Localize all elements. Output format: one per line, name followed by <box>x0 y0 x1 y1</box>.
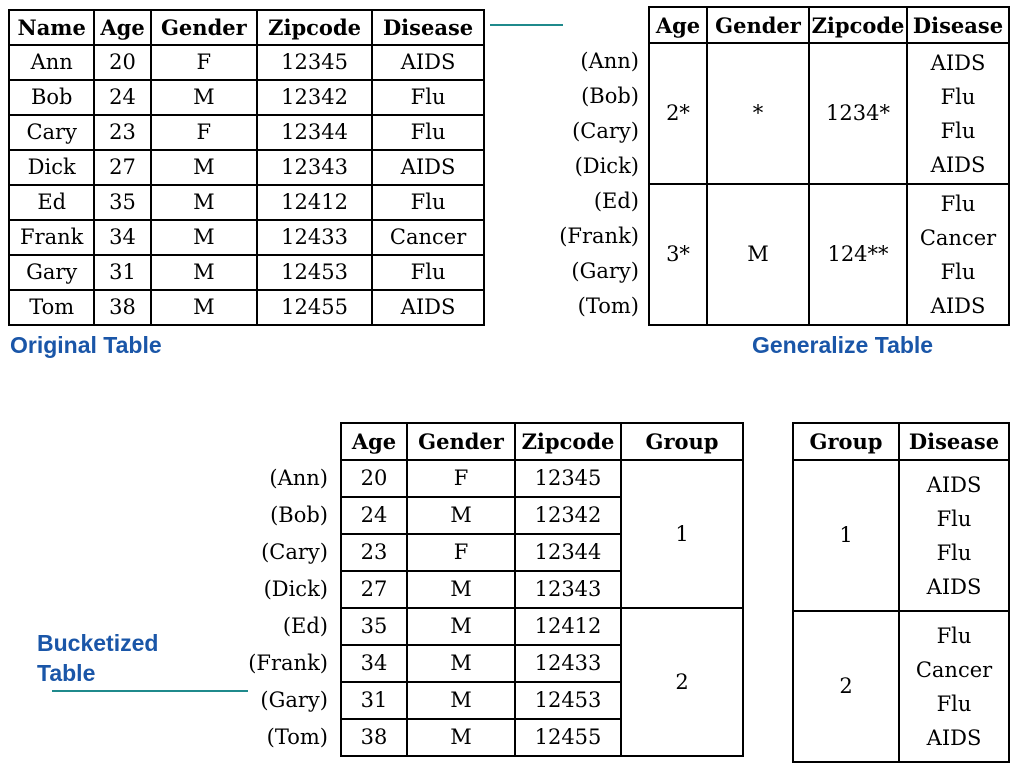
header-group: Group <box>793 423 899 460</box>
cell-age: 27 <box>94 150 150 185</box>
name-label: (Gary) <box>260 687 328 712</box>
original-table <box>8 9 485 326</box>
cell-gender: M <box>707 184 809 325</box>
cell-age: 20 <box>94 45 150 80</box>
cell-group: 1 <box>621 460 743 608</box>
cell-name: Cary <box>9 115 94 150</box>
bucketized-table-caption <box>37 628 158 689</box>
name-label: (Dick) <box>574 153 639 178</box>
cell-gender: M <box>151 255 257 290</box>
name-label: (Bob) <box>270 502 328 527</box>
table-row <box>341 460 743 497</box>
table-row <box>9 80 484 115</box>
cell-zipcode: 124** <box>809 184 907 325</box>
bucketized-sa-table <box>792 422 1010 763</box>
cell-disease-list <box>907 43 1009 184</box>
cell-gender: M <box>407 571 515 608</box>
table-row <box>9 255 484 290</box>
cell-name: Bob <box>9 80 94 115</box>
cell-zipcode: 12342 <box>257 80 372 115</box>
table-group-row <box>793 611 1009 762</box>
cell-gender: F <box>407 460 515 497</box>
cell-zipcode: 12453 <box>515 682 621 719</box>
disease-value: AIDS <box>926 574 982 599</box>
name-label: (Ann) <box>269 465 328 490</box>
cell-zipcode: 12343 <box>257 150 372 185</box>
cell-zipcode: 12343 <box>515 571 621 608</box>
name-label: (Tom) <box>266 724 328 749</box>
cell-age: 34 <box>94 220 150 255</box>
cell-gender: * <box>707 43 809 184</box>
cell-gender: M <box>407 682 515 719</box>
connector-line <box>490 24 563 26</box>
table-row <box>9 185 484 220</box>
cell-age: 3* <box>649 184 707 325</box>
name-label: (Ed) <box>593 188 639 213</box>
cell-gender: M <box>151 185 257 220</box>
cell-zipcode: 12344 <box>515 534 621 571</box>
cell-zipcode: 1234* <box>809 43 907 184</box>
cell-gender: F <box>151 115 257 150</box>
name-label: (Ann) <box>580 48 639 73</box>
table-group-row <box>793 460 1009 611</box>
cell-name: Dick <box>9 150 94 185</box>
disease-value: AIDS <box>930 293 986 318</box>
cell-gender: M <box>407 608 515 645</box>
cell-disease: Cancer <box>372 220 484 255</box>
generalized-table-caption: Generalize Table <box>752 332 934 358</box>
cell-age: 38 <box>94 290 150 325</box>
cell-name: Tom <box>9 290 94 325</box>
cell-zipcode: 12433 <box>515 645 621 682</box>
name-label: (Bob) <box>581 83 639 108</box>
disease-value: Flu <box>940 84 976 109</box>
cell-zipcode: 12345 <box>257 45 372 80</box>
disease-value: Flu <box>936 506 972 531</box>
table-row <box>9 45 484 80</box>
name-label: (Frank) <box>559 223 639 248</box>
header-name: Name <box>9 10 94 45</box>
cell-age: 27 <box>341 571 407 608</box>
cell-disease-list <box>907 184 1009 325</box>
name-label: (Ed) <box>282 613 328 638</box>
table-header-row <box>649 7 1009 43</box>
disease-value: AIDS <box>926 725 982 750</box>
table-row <box>9 115 484 150</box>
cell-disease: Flu <box>372 115 484 150</box>
table-header-row <box>793 423 1009 460</box>
name-label: (Cary) <box>572 118 639 143</box>
cell-zipcode: 12342 <box>515 497 621 534</box>
cell-disease-list <box>899 611 1009 762</box>
cell-gender: M <box>407 719 515 756</box>
name-label: (Frank) <box>248 650 328 675</box>
header-age: Age <box>94 10 150 45</box>
connector-line <box>52 690 248 692</box>
table-row <box>9 290 484 325</box>
disease-value: AIDS <box>926 472 982 497</box>
caption-line: Table <box>37 660 96 687</box>
disease-value: AIDS <box>930 50 986 75</box>
cell-zipcode: 12345 <box>515 460 621 497</box>
cell-disease: Flu <box>372 80 484 115</box>
cell-disease: Flu <box>372 255 484 290</box>
cell-gender: M <box>151 220 257 255</box>
table-row <box>341 608 743 645</box>
cell-age: 35 <box>94 185 150 220</box>
bucketized-qi-table <box>340 422 744 757</box>
cell-age: 31 <box>341 682 407 719</box>
cell-disease: AIDS <box>372 150 484 185</box>
cell-disease: Flu <box>372 185 484 220</box>
disease-value: AIDS <box>930 152 986 177</box>
cell-age: 24 <box>341 497 407 534</box>
bucketized-name-labels <box>240 459 328 755</box>
cell-disease: AIDS <box>372 290 484 325</box>
cell-gender: M <box>407 645 515 682</box>
name-label: (Cary) <box>261 539 328 564</box>
header-group: Group <box>621 423 743 460</box>
generalized-table <box>648 6 1010 326</box>
cell-gender: M <box>151 290 257 325</box>
cell-gender: F <box>407 534 515 571</box>
header-zipcode: Zipcode <box>809 7 907 43</box>
table-header-row <box>341 423 743 460</box>
cell-age: 31 <box>94 255 150 290</box>
header-gender: Gender <box>707 7 809 43</box>
cell-zipcode: 12453 <box>257 255 372 290</box>
cell-age: 38 <box>341 719 407 756</box>
disease-value: Flu <box>940 118 976 143</box>
cell-gender: M <box>151 80 257 115</box>
disease-value: Cancer <box>915 657 993 682</box>
cell-gender: M <box>407 497 515 534</box>
disease-value: Flu <box>936 623 972 648</box>
header-disease: Disease <box>372 10 484 45</box>
cell-age: 23 <box>341 534 407 571</box>
cell-zipcode: 12412 <box>515 608 621 645</box>
disease-value: Cancer <box>919 225 997 250</box>
header-gender: Gender <box>407 423 515 460</box>
cell-name: Ed <box>9 185 94 220</box>
table-row <box>9 220 484 255</box>
name-label: (Tom) <box>577 293 639 318</box>
disease-value: Flu <box>940 259 976 284</box>
cell-name: Gary <box>9 255 94 290</box>
cell-zipcode: 12433 <box>257 220 372 255</box>
original-table-caption: Original Table <box>10 332 162 358</box>
cell-zipcode: 12455 <box>515 719 621 756</box>
cell-group: 2 <box>621 608 743 756</box>
header-gender: Gender <box>151 10 257 45</box>
cell-age: 34 <box>341 645 407 682</box>
cell-group: 2 <box>793 611 899 762</box>
disease-value: Flu <box>936 540 972 565</box>
header-zipcode: Zipcode <box>257 10 372 45</box>
cell-zipcode: 12412 <box>257 185 372 220</box>
caption-line: Bucketized <box>37 630 159 656</box>
disease-value: Flu <box>936 691 972 716</box>
cell-disease: AIDS <box>372 45 484 80</box>
cell-age: 20 <box>341 460 407 497</box>
table-group-row <box>649 184 1009 325</box>
table-row <box>9 150 484 185</box>
cell-age: 24 <box>94 80 150 115</box>
generalized-name-labels <box>555 43 639 323</box>
cell-age: 23 <box>94 115 150 150</box>
cell-zipcode: 12455 <box>257 290 372 325</box>
cell-group: 1 <box>793 460 899 611</box>
cell-name: Frank <box>9 220 94 255</box>
header-age: Age <box>341 423 407 460</box>
header-zipcode: Zipcode <box>515 423 621 460</box>
header-disease: Disease <box>899 423 1009 460</box>
cell-name: Ann <box>9 45 94 80</box>
header-disease: Disease <box>907 7 1009 43</box>
cell-zipcode: 12344 <box>257 115 372 150</box>
cell-age: 2* <box>649 43 707 184</box>
cell-gender: M <box>151 150 257 185</box>
cell-gender: F <box>151 45 257 80</box>
name-label: (Dick) <box>263 576 328 601</box>
cell-age: 35 <box>341 608 407 645</box>
disease-value: Flu <box>940 191 976 216</box>
table-group-row <box>649 43 1009 184</box>
table-header-row <box>9 10 484 45</box>
header-age: Age <box>649 7 707 43</box>
name-label: (Gary) <box>571 258 639 283</box>
cell-disease-list <box>899 460 1009 611</box>
